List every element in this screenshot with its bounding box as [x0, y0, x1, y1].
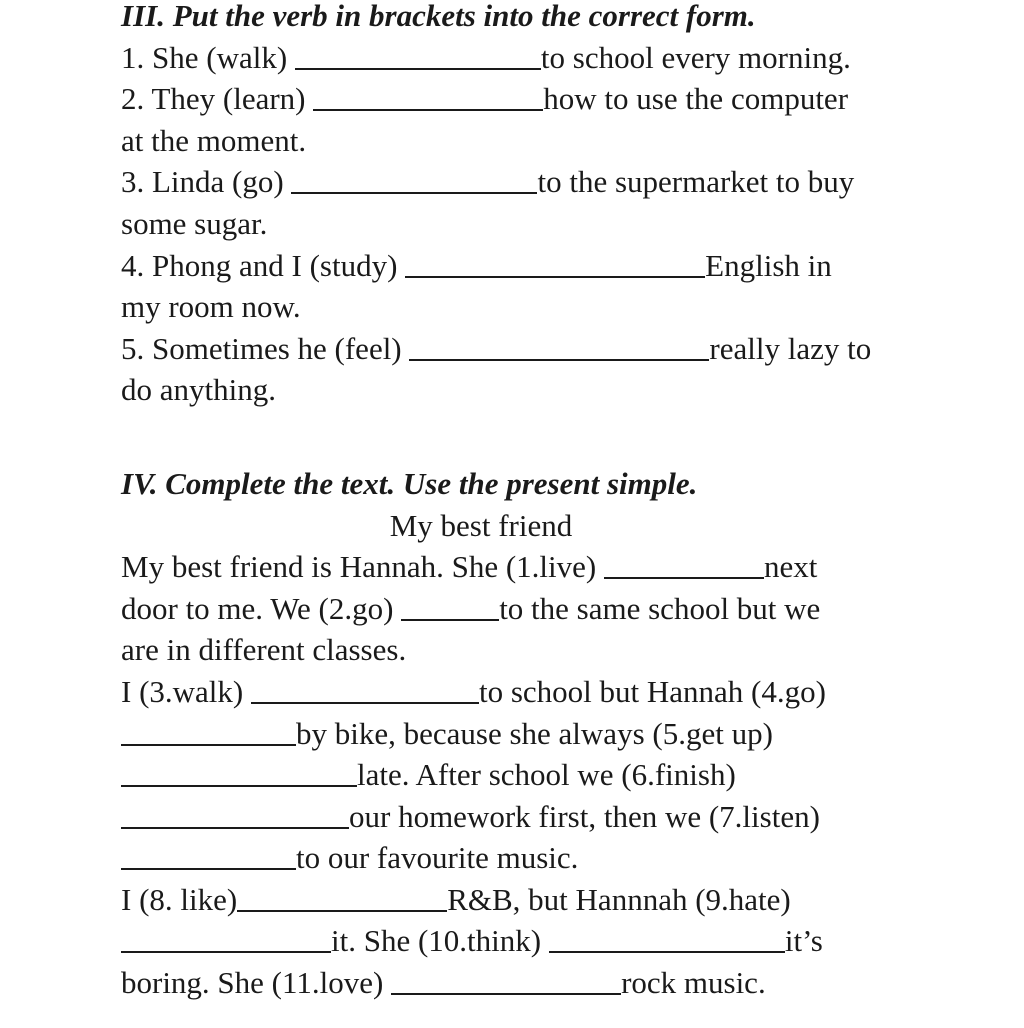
exercise-3-item-4: [121, 245, 941, 287]
item-text: 4. Phong and I (study): [121, 247, 406, 283]
section-3-heading: III. Put the verb in brackets into the correct form.: [121, 0, 756, 33]
item-text: 3. Linda (go): [121, 164, 292, 200]
answer-blank-4-9[interactable]: [121, 921, 331, 953]
answer-blank-4-8[interactable]: [237, 880, 447, 912]
text-line-9: [121, 879, 941, 921]
text-line-4: [121, 671, 941, 713]
line-text: late. After school we (6.finish): [357, 757, 736, 793]
answer-blank-3-2[interactable]: [313, 79, 543, 111]
line-text: R&B, but Hannnah (9.hate): [447, 881, 791, 917]
line-text: door to me. We (2.go): [121, 590, 402, 626]
exercise-3-item-5-cont: do anything.: [121, 372, 276, 408]
answer-blank-4-10[interactable]: [549, 921, 785, 953]
worksheet: [121, 0, 941, 1004]
answer-blank-4-11[interactable]: [391, 963, 621, 995]
line-text: it’s: [784, 923, 823, 959]
answer-blank-4-2[interactable]: [401, 589, 499, 621]
answer-blank-3-1[interactable]: [295, 38, 541, 70]
text-line-1: [121, 546, 941, 588]
exercise-3-item-5: [121, 328, 941, 370]
item-text: 5. Sometimes he (feel): [121, 330, 410, 366]
section-spacer: [121, 411, 941, 463]
line-text: I (8. like): [121, 881, 238, 917]
exercise-3-item-3: [121, 161, 941, 203]
item-text: 2. They (learn): [121, 81, 314, 117]
line-text: our homework first, then we (7.listen): [349, 798, 820, 834]
line-text: to school but Hannah (4.go): [478, 673, 826, 709]
text-line-11: [121, 962, 941, 1004]
text-title: My best friend: [389, 507, 573, 543]
line-text: rock music.: [621, 965, 766, 1001]
exercise-3-item-2: [121, 78, 941, 120]
item-text: how to use the computer: [543, 81, 849, 117]
item-text: to school every morning.: [540, 39, 851, 75]
line-text: next: [763, 549, 818, 585]
text-line-3: are in different classes.: [121, 632, 407, 668]
text-line-7: [121, 796, 941, 838]
item-text: really lazy to: [709, 330, 872, 366]
answer-blank-3-4[interactable]: [405, 246, 705, 278]
exercise-3-item-1: [121, 37, 941, 79]
line-text: I (3.walk): [121, 673, 251, 709]
answer-blank-3-3[interactable]: [291, 162, 537, 194]
line-text: to the same school but we: [499, 590, 821, 626]
item-text: 1. She (walk): [121, 39, 295, 75]
answer-blank-4-6[interactable]: [121, 797, 349, 829]
answer-blank-4-7[interactable]: [121, 838, 296, 870]
line-text: by bike, because she always (5.get up): [296, 715, 773, 751]
text-line-2: [121, 588, 941, 630]
text-line-6: [121, 754, 941, 796]
answer-blank-4-1[interactable]: [604, 547, 764, 579]
answer-blank-4-4[interactable]: [121, 714, 296, 746]
exercise-3-item-3-cont: some sugar.: [121, 205, 268, 241]
text-line-5: [121, 713, 941, 755]
text-line-8: [121, 837, 941, 879]
item-text: to the supermarket to buy: [537, 164, 855, 200]
line-text: boring. She (11.love): [121, 965, 392, 1001]
section-4-heading: IV. Complete the text. Use the present simple.: [121, 465, 698, 501]
exercise-3-item-4-cont: my room now.: [121, 289, 301, 325]
answer-blank-4-5[interactable]: [121, 755, 357, 787]
line-text: it. She (10.think): [331, 923, 549, 959]
item-text: English in: [705, 247, 832, 283]
answer-blank-4-3[interactable]: [251, 672, 479, 704]
line-text: My best friend is Hannah. She (1.live): [121, 549, 604, 585]
text-line-10: [121, 920, 941, 962]
exercise-3-item-2-cont: at the moment.: [121, 122, 307, 158]
answer-blank-3-5[interactable]: [409, 329, 709, 361]
line-text: to our favourite music.: [296, 840, 579, 876]
